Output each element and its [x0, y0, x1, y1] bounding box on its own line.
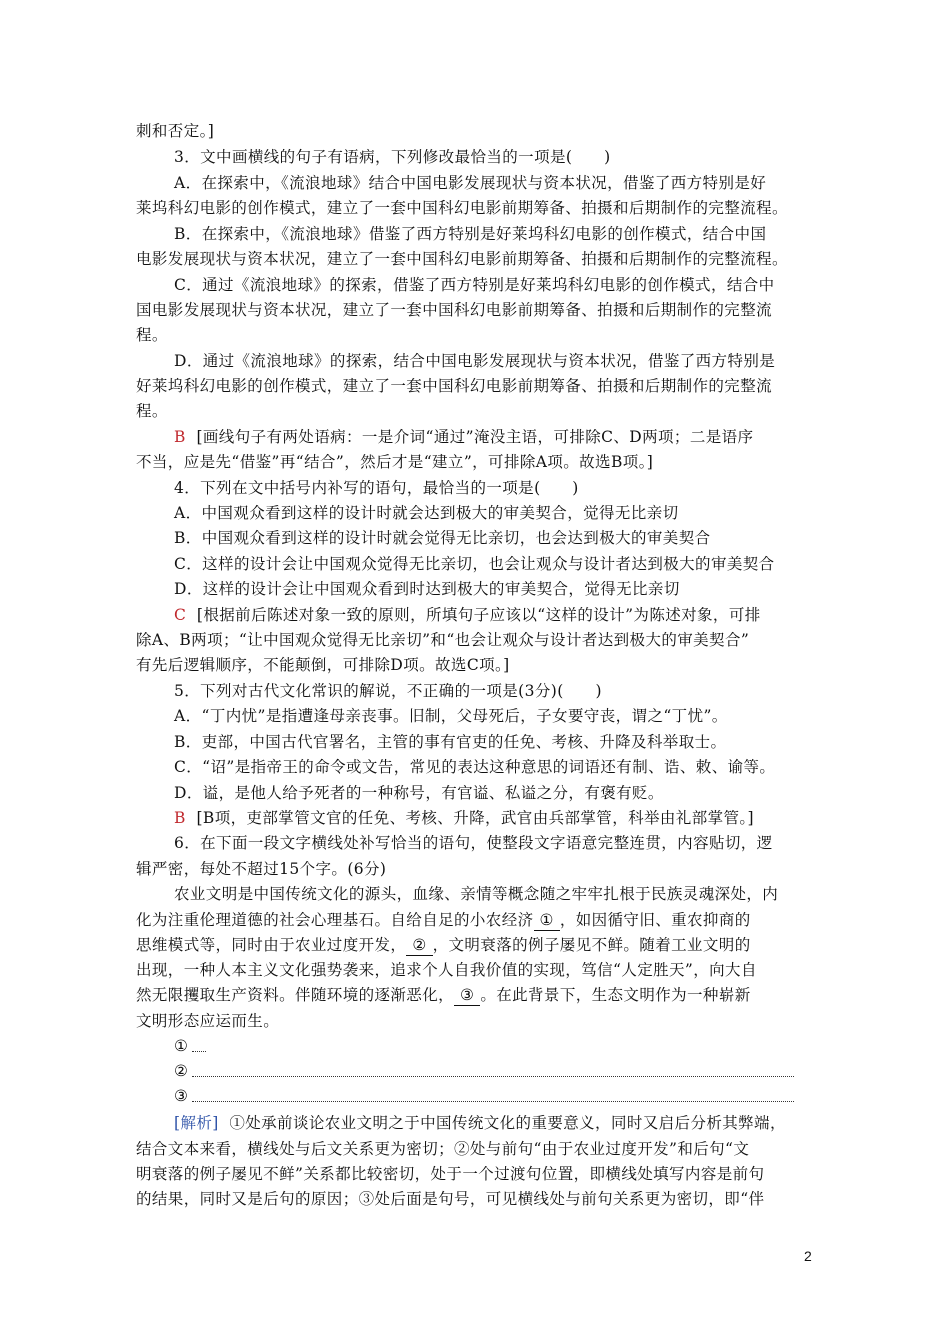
option-3a: A．在探索中，《流浪地球》结合中国电影发展现状与资本状况，借鉴了西方特别是好 — [174, 174, 767, 192]
passage-text: ，文明衰落的例子屡见不鲜。随着工业文明的 — [432, 936, 751, 954]
analysis-label: [解析] — [174, 1114, 219, 1132]
text-line: 的结果，同时又是后句的原因；③处后面是句号，可见横线处与前句关系更为密切，即“伴 — [136, 1190, 765, 1208]
text-line: 程。 — [136, 402, 168, 420]
question-6: 6．在下面一段文字横线处补写恰当的语句，使整段文字语意完整连贯，内容贴切，逻 — [174, 834, 773, 852]
answer-5 — [174, 806, 816, 830]
text-line: 国电影发展现状与资本状况，建立了一套中国科幻电影前期筹备、拍摄和后期制作的完整流 — [136, 301, 773, 319]
answer-line-2[interactable] — [192, 1075, 794, 1077]
option-5c: C．“诏”是指帝王的命令或文告，常见的表达这种意思的词语还有制、诰、敕、谕等。 — [174, 758, 776, 776]
answer-3 — [174, 425, 816, 449]
option-5a: A．“丁内忧”是指遭逢母亲丧事。旧制，父母死后，子女要守丧，谓之“丁忧”。 — [174, 707, 728, 725]
text-line: 好莱坞科幻电影的创作模式，建立了一套中国科幻电影前期筹备、拍摄和后期制作的完整流 — [136, 377, 773, 395]
text-line: 明衰落的例子屡见不鲜”关系都比较密切，处于一个过渡句位置，即横线处填写内容是前句 — [136, 1165, 765, 1183]
option-3b: B．在探索中，《流浪地球》借鉴了西方特别是好莱坞科幻电影的创作模式，结合中国 — [174, 225, 767, 243]
text-line: 辑严密，每处不超过15个字。(6分) — [136, 860, 387, 878]
blank-3[interactable]: ③ — [454, 985, 480, 1006]
analysis — [174, 1111, 816, 1135]
option-5d: D．谥，是他人给予死者的一种称号，有官谥、私谥之分，有褒有贬。 — [174, 784, 664, 802]
analysis-text: ①处承前谈论农业文明之于中国传统文化的重要意义，同时又启后分析其弊端， — [229, 1114, 786, 1132]
text-line: 有先后逻辑顺序，不能颠倒，可排除D项。故选C项。] — [136, 656, 510, 674]
answer-letter: B — [174, 809, 186, 827]
passage-text: 然无限攫取生产资料。伴随环境的逐渐恶化， — [136, 986, 455, 1004]
text-line: 结合文本来看，横线处与后文关系更为密切；②处与前句“由于农业过度开发”和后句“文 — [136, 1140, 750, 1158]
text-line: 电影发展现状与资本状况，建立了一套中国科幻电影前期筹备、拍摄和后期制作的完整流程。 — [136, 250, 788, 268]
text-line: 不当，应是先“借鉴”再“结合”，然后才是“建立”，可排除A项。故选B项。] — [136, 453, 654, 471]
text-line: 除A、B两项；“让中国观众觉得无比亲切”和“也会让观众与设计者达到极大的审美契合” — [136, 631, 750, 649]
answer-line-3-label: ③ — [174, 1087, 189, 1105]
answer-text: [B项，吏部掌管文官的任免、考核、升降，武官由兵部掌管，科举由礼部掌管。] — [196, 809, 754, 827]
option-4a: A．中国观众看到这样的设计时就会达到极大的审美契合，觉得无比亲切 — [174, 504, 679, 522]
answer-line-1[interactable] — [192, 1050, 206, 1052]
option-5b: B．吏部，中国古代官署名，主管的事有官吏的任免、考核、升降及科举取士。 — [174, 733, 727, 751]
option-4c: C．这样的设计会让中国观众觉得无比亲切，也会让观众与设计者达到极大的审美契合 — [174, 555, 775, 573]
passage-text: 思维模式等，同时由于农业过度开发， — [136, 936, 407, 954]
passage-text: ，如因循守旧、重农抑商的 — [559, 911, 751, 929]
option-3c: C．通过《流浪地球》的探索，借鉴了西方特别是好莱坞科幻电影的创作模式，结合中 — [174, 276, 775, 294]
answer-line-3[interactable] — [192, 1100, 794, 1102]
passage-line — [136, 983, 816, 1007]
passage-text: 。在此背景下，生态文明作为一种崭新 — [480, 986, 751, 1004]
question-5: 5．下列对古代文化常识的解说，不正确的一项是(3分)( ) — [174, 682, 602, 700]
blank-2[interactable]: ② — [406, 935, 432, 956]
passage-line: 出现，一种人本主义文化强势袭来，追求个人自我价值的实现，笃信“人定胜天”，向大自 — [136, 961, 757, 979]
option-4d: D．这样的设计会让中国观众看到时达到极大的审美契合，觉得无比亲切 — [174, 580, 680, 598]
answer-line-2-label: ② — [174, 1062, 189, 1080]
passage-line: 农业文明是中国传统文化的源头，血缘、亲情等概念随之牢牢扎根于民族灵魂深处，内 — [174, 885, 779, 903]
answer-text: [根据前后陈述对象一致的原则，所填句子应该以“这样的设计”为陈述对象，可排 — [196, 606, 761, 624]
text-line: 程。 — [136, 326, 168, 344]
text-line: 莱坞科幻电影的创作模式，建立了一套中国科幻电影前期筹备、拍摄和后期制作的完整流程。 — [136, 199, 788, 217]
passage-line: 文明形态应运而生。 — [136, 1012, 280, 1030]
text-line: 刺和否定。] — [136, 122, 215, 140]
option-4b: B．中国观众看到这样的设计时就会觉得无比亲切，也会达到极大的审美契合 — [174, 529, 711, 547]
blank-1[interactable]: ① — [534, 910, 560, 931]
answer-text: [画线句子有两处语病：一是介词“通过”淹没主语，可排除C、D两项；二是语序 — [196, 428, 754, 446]
page-number: 2 — [804, 1248, 812, 1264]
answer-line-1-label: ① — [174, 1037, 189, 1055]
answer-letter: B — [174, 428, 186, 446]
passage-line — [136, 933, 816, 957]
answer-4 — [174, 603, 816, 627]
option-3d: D．通过《流浪地球》的探索，结合中国电影发展现状与资本状况，借鉴了西方特别是 — [174, 352, 776, 370]
passage-text: 化为注重伦理道德的社会心理基石。自给自足的小农经济 — [136, 911, 534, 929]
answer-letter: C — [174, 606, 187, 624]
question-4: 4．下列在文中括号内补写的语句，最恰当的一项是( ) — [174, 479, 579, 497]
question-3: 3．文中画横线的句子有语病，下列修改最恰当的一项是( ) — [174, 148, 611, 166]
passage-line — [136, 908, 816, 932]
